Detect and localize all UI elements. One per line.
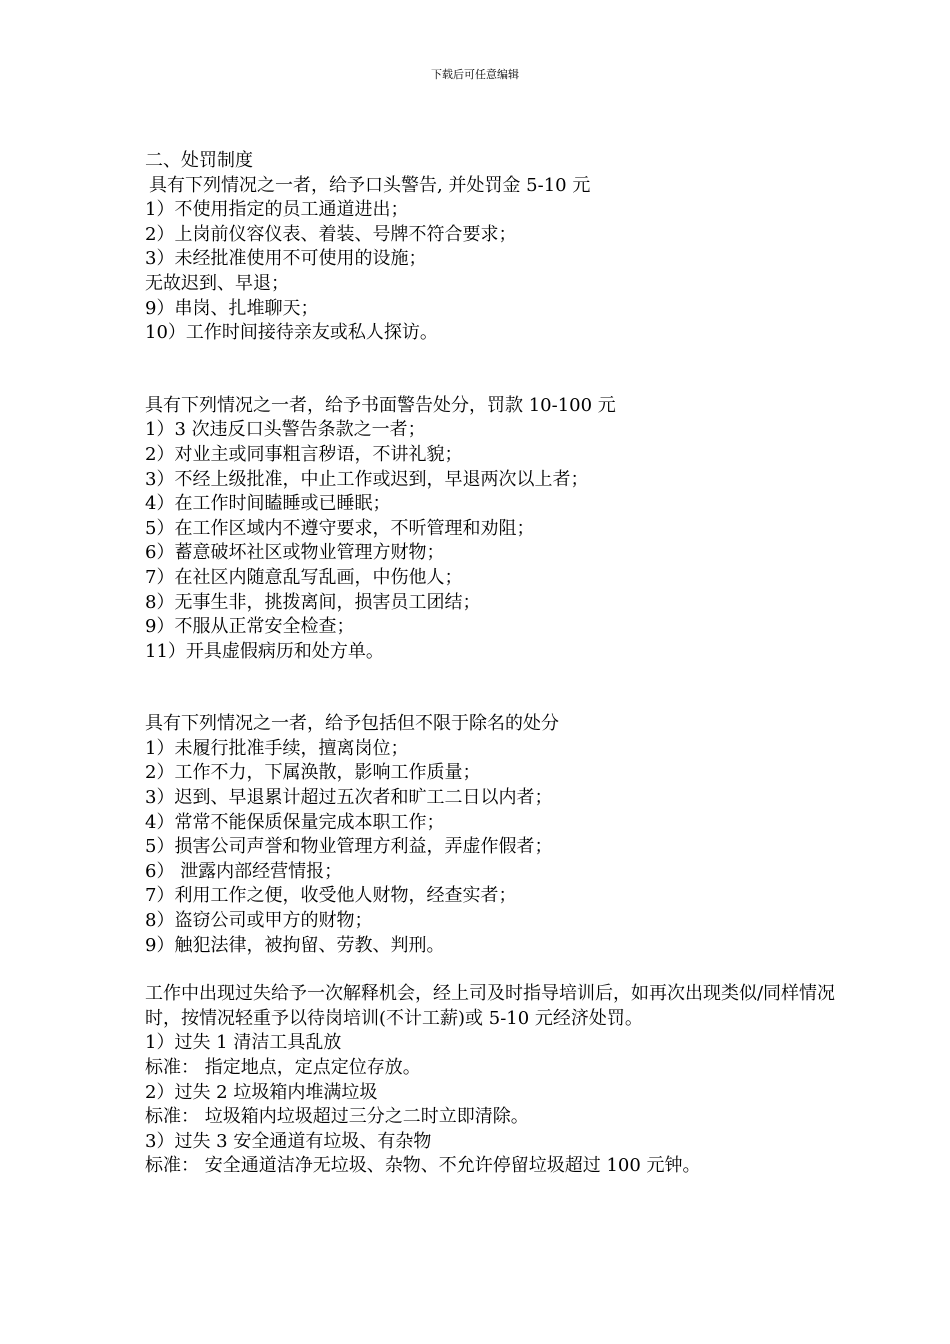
list-item: 7）在社区内随意乱写乱画，中伤他人；: [145, 566, 463, 588]
section1-intro: 具有下列情况之一者，给予口头警告, 并处罚金 5-10 元: [149, 174, 591, 196]
section4-intro: 工作中出现过失给予一次解释机会，经上司及时指导培训后，如再次出现类似/同样情况时，按情况轻重予以待岗培训(不计工薪)或 5-10 元经济处罚。: [145, 983, 836, 1029]
list-item: 标准： 指定地点，定点定位存放。: [145, 1057, 421, 1078]
list-item: 4）在工作时间瞌睡或已睡眠；: [145, 493, 391, 515]
list-item: 3）不经上级批准，中止工作或迟到，早退两次以上者；: [145, 468, 589, 490]
list-item: 1）3 次违反口头警告条款之一者；: [145, 419, 426, 441]
list-item: 6） 泄露内部经营情报；: [145, 860, 343, 882]
list-item: 1）未履行批准手续，擅离岗位；: [145, 737, 409, 759]
list-item: 11）开具虚假病历和处方单。: [145, 640, 384, 662]
list-item: 9）串岗、扎堆聊天；: [145, 297, 319, 319]
list-item: 5）在工作区域内不遵守要求，不听管理和劝阻；: [145, 517, 535, 539]
section2-intro: 具有下列情况之一者，给予书面警告处分，罚款 10-100 元: [145, 394, 616, 416]
document-body: [145, 149, 845, 1179]
list-item: 3）迟到、早退累计超过五次者和旷工二日以内者；: [145, 787, 553, 809]
list-item: 2）过失 2 垃圾箱内堆满垃圾: [145, 1081, 378, 1103]
list-item: 1）不使用指定的员工通道进出；: [145, 199, 409, 221]
list-item: 7）利用工作之便，收受他人财物，经查实者；: [145, 885, 517, 907]
list-item: 9）不服从正常安全检查；: [145, 616, 355, 638]
list-item: 5）损害公司声誉和物业管理方利益，弄虚作假者；: [145, 836, 553, 858]
list-item: 6）蓄意破坏社区或物业管理方财物；: [145, 542, 445, 564]
page-header: 下载后可任意编辑: [431, 68, 519, 81]
list-item: 无故迟到、早退；: [145, 272, 289, 294]
list-item: 4）常常不能保质保量完成本职工作；: [145, 811, 445, 833]
list-item: 8）盗窃公司或甲方的财物；: [145, 910, 373, 932]
list-item: 8）无事生非，挑拨离间，损害员工团结；: [145, 591, 481, 613]
list-item: 10）工作时间接待亲友或私人探访。: [145, 322, 438, 344]
list-item: 2）对业主或同事粗言秽语，不讲礼貌；: [145, 443, 463, 465]
list-item: 标准： 安全通道洁净无垃圾、杂物、不允许停留垃圾超过 100 元钟。: [145, 1155, 701, 1177]
section3-intro: 具有下列情况之一者，给予包括但不限于除名的处分: [145, 713, 559, 735]
list-item: 3）过失 3 安全通道有垃圾、有杂物: [145, 1130, 432, 1152]
list-item: 2）工作不力，下属涣散，影响工作质量；: [145, 762, 481, 784]
section-title: 二、处罚制度: [145, 150, 253, 171]
list-item: 标准： 垃圾箱内垃圾超过三分之二时立即清除。: [145, 1106, 529, 1128]
list-item: 9）触犯法律，被拘留、劳教、判刑。: [145, 934, 445, 956]
list-item: 1）过失 1 清洁工具乱放: [145, 1032, 342, 1054]
list-item: 3）未经批准使用不可使用的设施；: [145, 248, 427, 270]
list-item: 2）上岗前仪容仪表、着装、号牌不符合要求；: [145, 223, 517, 245]
